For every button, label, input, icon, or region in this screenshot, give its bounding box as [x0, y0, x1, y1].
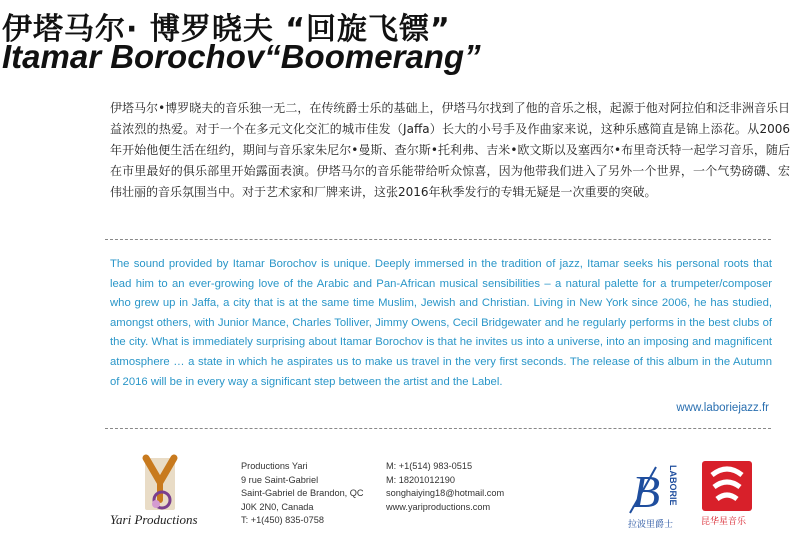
kc-cn-text: 昆华星音乐 [701, 517, 747, 527]
email-link[interactable]: songhaiying18@hotmail.com [386, 488, 505, 499]
website-link[interactable]: www.yariproductions.com [386, 501, 491, 512]
phone-line: T: +1(450) 835-0758 [241, 515, 325, 526]
yari-emblem-icon [110, 452, 225, 512]
svg-text:B: B [632, 466, 661, 517]
address-line: Productions Yari [241, 461, 308, 471]
chinese-title: 伊塔马尔· 博罗晓夫 “回旋飞镖” [2, 12, 451, 47]
address-block [241, 460, 364, 528]
mobile-line: M: 18201012190 [386, 474, 455, 485]
kc-emblem-icon [684, 455, 772, 530]
address-line: Saint-Gabriel de Brandon, QC [241, 488, 364, 499]
laborie-emblem-icon [626, 455, 676, 530]
laborie-cn-text: 拉波里爵士 [628, 520, 674, 530]
kc-music-logo [684, 455, 772, 530]
laborie-logo [626, 455, 676, 530]
address-line: 9 rue Saint-Gabriel [241, 474, 319, 485]
divider-bottom [105, 428, 771, 429]
laborie-vertical-text: LABORIE [668, 465, 678, 506]
english-description: The sound provided by Itamar Borochov is unique. Deeply immersed in the tradition of jazz, Itamar seeks his personal roots that lead him to an ever-growing love of the Arabic and Pan-African musical sensibilities – a natural palette for a trumpeter/composer who grew up in Jaffa, a city that is at the same time Muslim, Jewish and Christian. Living in New York since 2006, he has studied, amongst others, with Junior Mance, Charles Tolliver, Jimmy Owens, Cecil Bridgewater and he regularly performs in the best clubs of the city. What is immediately surprising about Itamar Borochov is that he invites us into a universe, into an imposing and magnificent atmosphere … a state in which he aspirates us to make us travel in the very first seconds. The release of this album in the Autumn of 2016 will be in every way a significant step between the artist and the Label. [110, 258, 772, 388]
english-title: Itamar Borochov“Boomerang” [2, 38, 481, 75]
website-link[interactable]: www.laboriejazz.fr [676, 402, 769, 414]
yari-logo-text: Yari Productions [110, 512, 198, 527]
divider-top [105, 239, 771, 240]
mobile-line: M: +1(514) 983-0515 [386, 461, 473, 471]
chinese-description: 伊塔马尔•博罗晓夫的音乐独一无二，在传统爵士乐的基础上，伊塔马尔找到了他的音乐之根，起源于他对阿拉伯和泛非洲音乐日益浓烈的热爱。对于一个在多元文化交汇的城市佳发（Jaffa）长大的小号手及作曲家来说，这种乐感简直是锦上添花。从2006年开始他便生活在纽约，期间与音乐家朱尼尔•曼斯、查尔斯•托利弗、吉米•欧文斯以及塞西尔•布里奇沃特一起学习音乐，随后在市里最好的俱乐部里开始露面表演。伊塔马尔的音乐能带给听众惊喜，因为他带我们进入了另外一个世界，一个气势磅礴、宏伟壮丽的音乐氛围当中。对于艺术家和厂牌来讲，这张2016年秋季发行的专辑无疑是一次重要的突破。 [110, 101, 790, 199]
contact-block [386, 460, 504, 514]
address-line: J0K 2N0, Canada [241, 501, 314, 512]
